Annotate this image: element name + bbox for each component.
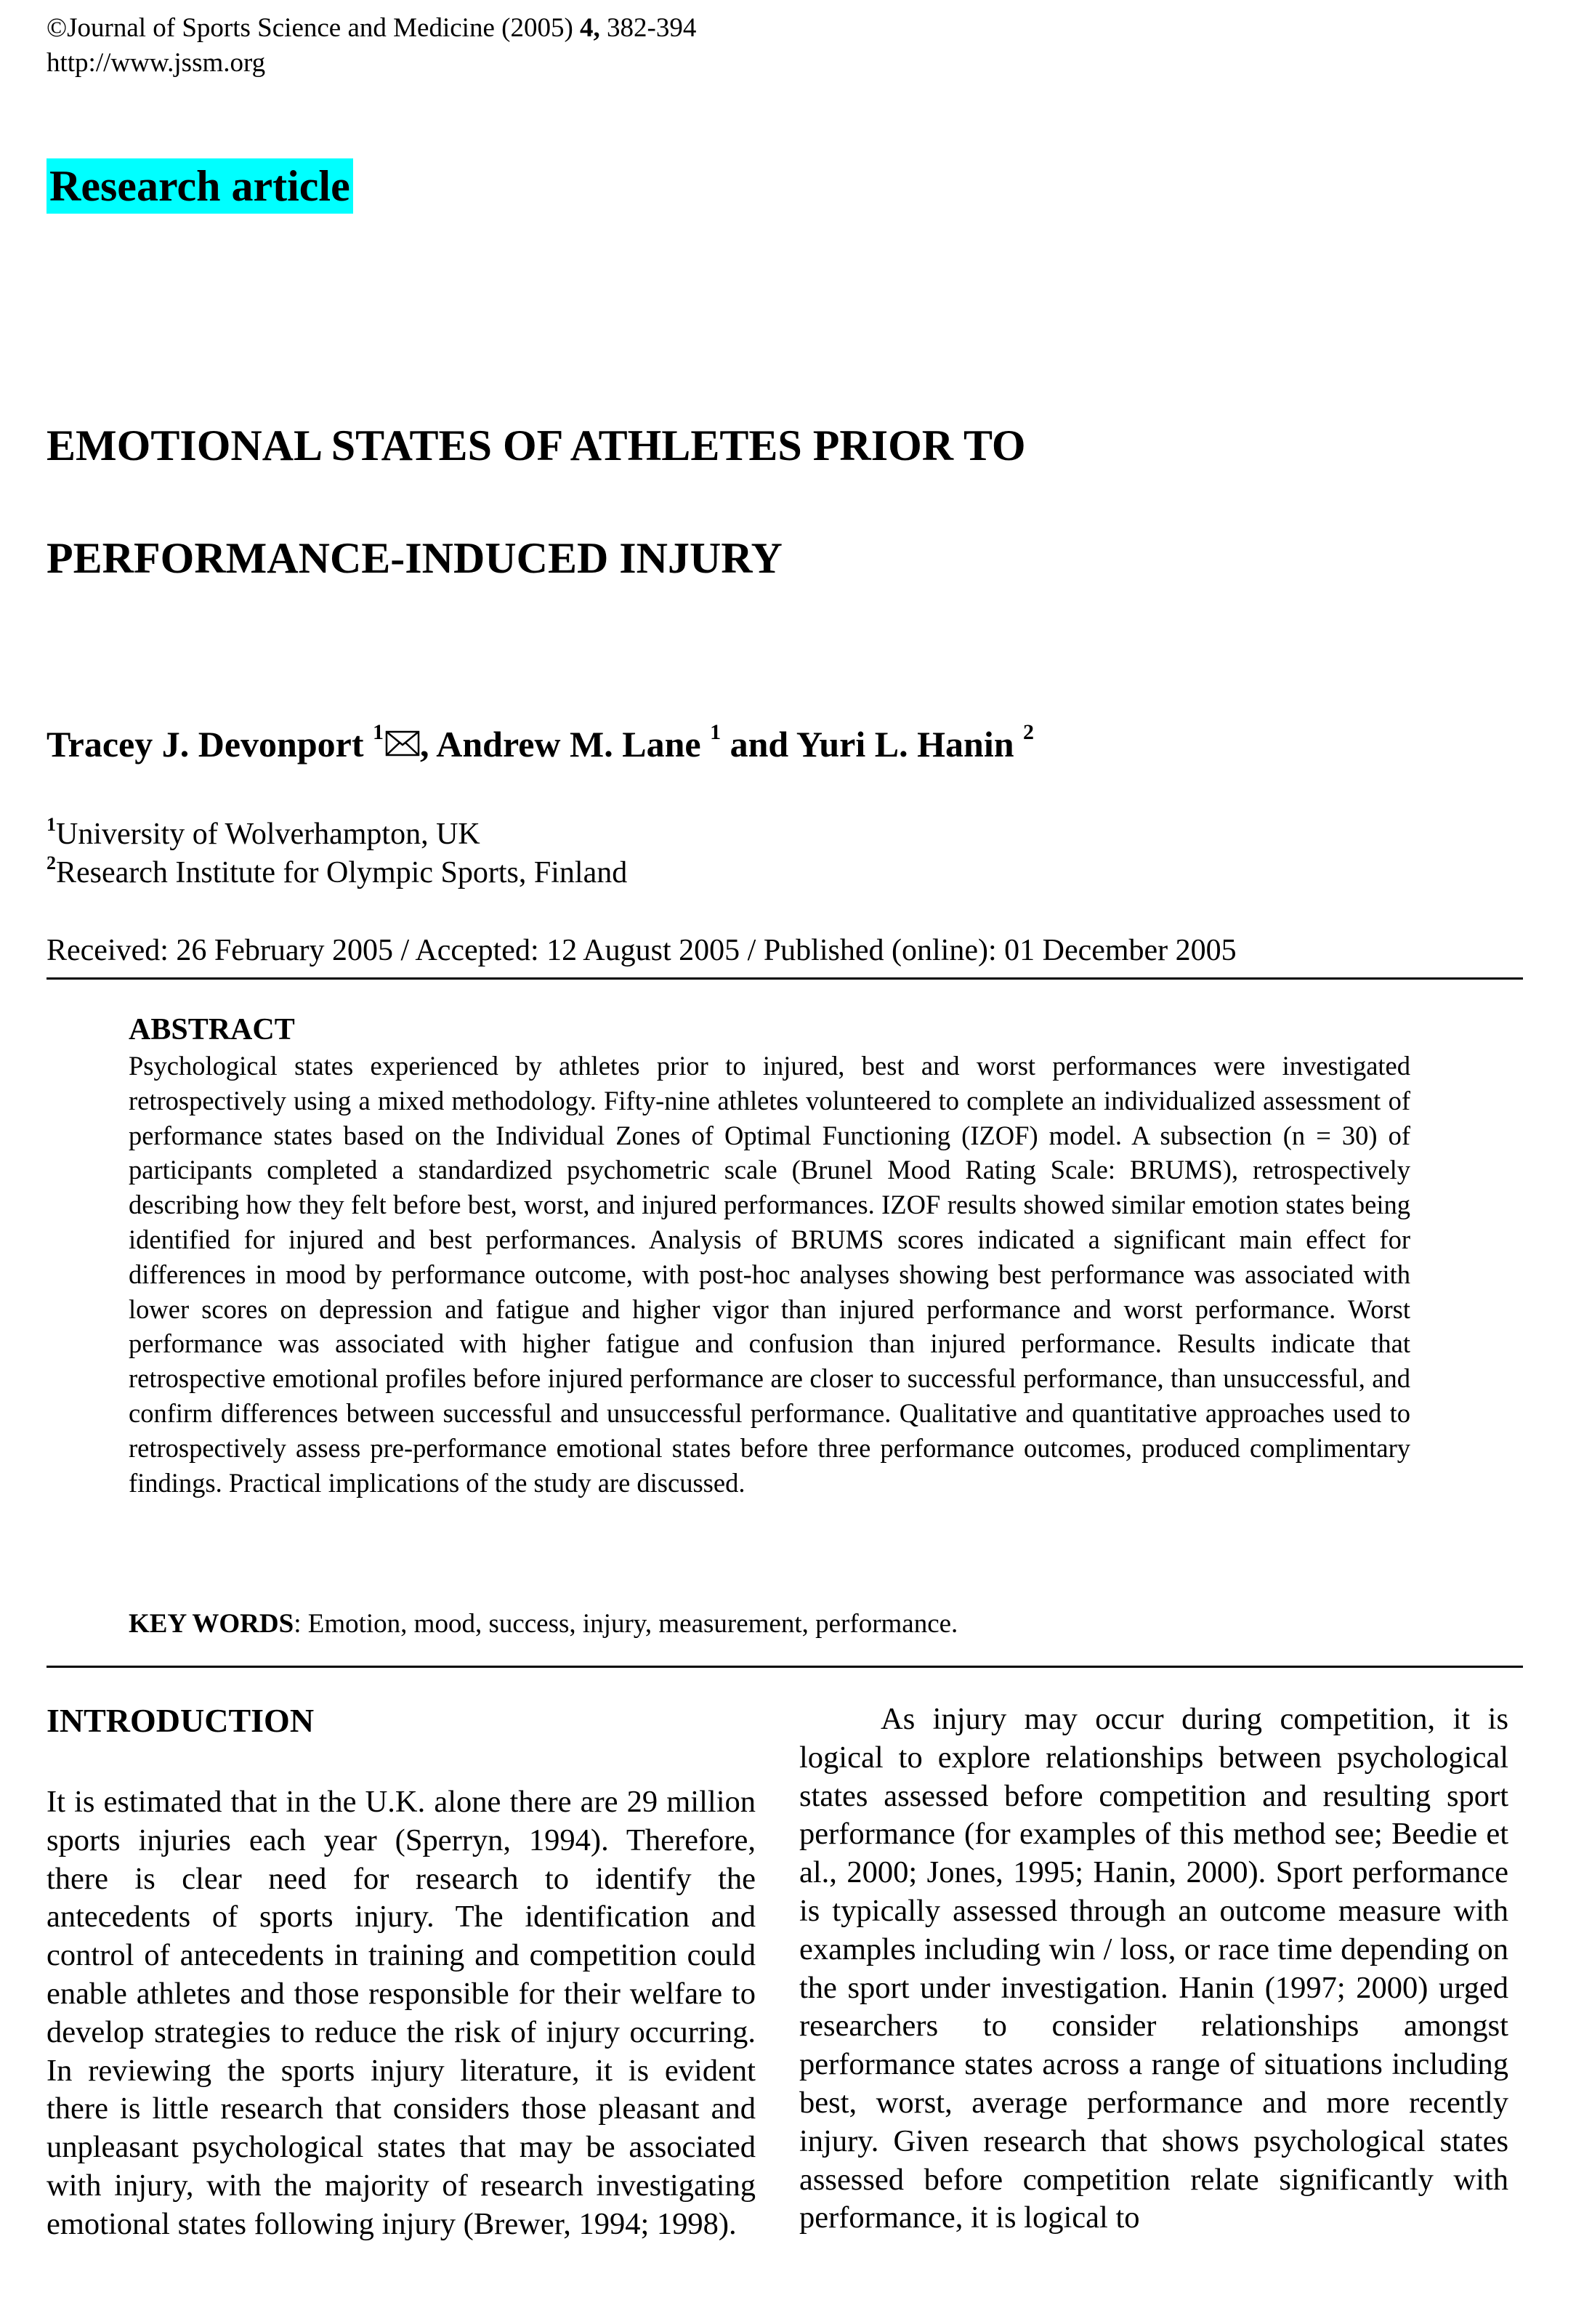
divider-bottom [47, 1666, 1523, 1668]
journal-volume: 4, [580, 13, 600, 43]
title-line-2: PERFORMANCE-INDUCED INJURY [47, 534, 783, 582]
author-1-affiliation: 1 [372, 720, 384, 744]
body-paragraph-left: It is estimated that in the U.K. alone there are 29 million sports injuries each year (Sperryn, 1994). Therefore, there is clear need for research to identify the antecedents of sports injury. The identification and control of antecedents in training and competition could enable athletes and those responsible for their welfare to develop strategies to reduce the risk of injury occurring. In reviewing the sports injury literature, it is evident there is little research that considers those pleasant and unpleasant psychological states that may be associated with injury, with the majority of research investigating emotional states following injury (Brewer, 1994; 1998). [47, 1785, 756, 2241]
abstract-text: Psychological states experienced by athletes prior to injured, best and worst performances were investigated retrospectively using a mixed methodology. Fifty-nine athletes volunteered to complete an individualized assessment of performance states based on the Individual Zones of Optimal Functioning (IZOF) model. A subsection (n = 30) of participants completed a standardized psychometric scale (Brunel Mood Rating Scale: BRUMS), retrospectively describing how they felt before best, worst, and injured performances. IZOF results showed similar emotion states being identified for injured and best performances. Analysis of BRUMS scores indicated a significant main effect for differences in mood by performance outcome, with post-hoc analyses showing best performance was associated with lower scores on depression and fatigue and higher vigor than injured performance and worst performance. Worst performance was associated with higher fatigue and confusion than injured performance. Results indicate that retrospective emotional profiles before injured performance are closer to successful performance, than unsuccessful, and confirm differences between successful and unsuccessful performance. Qualitative and quantitative approaches used to retrospectively assess pre-performance emotional states before three performance outcomes, produced complimentary findings. Practical implications of the study are discussed. [129, 1051, 1410, 1498]
author-list [47, 722, 1034, 766]
keywords [129, 1607, 958, 1641]
section-heading-introduction: INTRODUCTION [47, 1702, 315, 1739]
journal-citation [47, 13, 696, 44]
journal-url[interactable]: http://www.jssm.org [47, 48, 266, 78]
affiliation-1: $^1$University of Wolverhampton, UK [47, 814, 480, 851]
title-line-1: EMOTIONAL STATES OF ATHLETES PRIOR TO [47, 421, 1026, 469]
keywords-text: : Emotion, mood, success, injury, measurement, performance. [294, 1609, 958, 1639]
author-3: and Yuri L. Hanin [721, 724, 1024, 764]
journal-pages: 382-394 [599, 13, 697, 43]
keywords-label: KEY WORDS [129, 1609, 294, 1639]
publication-dates: Received: 26 February 2005 / Accepted: 12 August 2005 / Published (online): 01 December 2005 [47, 934, 1237, 967]
author-3-affiliation: 2 [1023, 720, 1035, 744]
author-2-affiliation: 1 [710, 720, 722, 744]
abstract-heading: ABSTRACT [129, 1013, 295, 1046]
body-paragraph-right: As injury may occur during competition, it is logical to explore relationships between psychological states assessed before competition and resulting sport performance (for examples of this method see; Beedie et al., 2000; Jones, 1995; Hanin, 2000). Sport performance is typically assessed through an outcome measure with examples including win / loss, or race time depending on the sport under investigation. Hanin (1997; 2000) urged researchers to consider relationships amongst performance states across a range of situations including best, worst, average performance and more recently injury. Given research that shows psychological states assessed before competition relate significantly with performance, it is logical to [799, 1702, 1508, 2235]
journal-name: ©Journal of Sports Science and Medicine (2005) [47, 13, 581, 43]
article-type-badge: Research article [47, 158, 353, 214]
envelope-icon[interactable] [385, 730, 420, 756]
author-2: , Andrew M. Lane [419, 724, 711, 764]
divider-top [47, 977, 1523, 980]
author-1: Tracey J. Devonport [47, 724, 373, 764]
affiliation-2: $^2$Research Institute for Olympic Sports, Finland [47, 852, 628, 889]
